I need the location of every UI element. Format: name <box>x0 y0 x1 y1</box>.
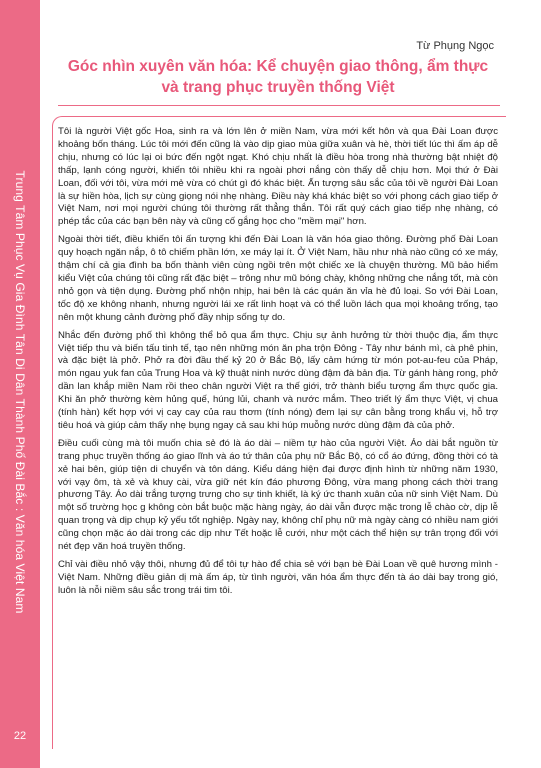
page-number: 22 <box>13 730 27 742</box>
sidebar <box>0 0 40 768</box>
paragraph-5: Chỉ vài điều nhỏ vậy thôi, nhưng đủ để tôi tự hào để chia sẻ với bạn bè Đài Loan về quê hương mình - Việt Nam. Những điều giản dị mà ấm áp, từ tình người, văn hóa ẩm thực đến tà áo dài bay trong gió, luôn là nỗi niềm sâu sắc trong trái tim tôi. <box>58 559 498 596</box>
paragraph-3: Nhắc đến đường phố thì không thể bỏ qua ẩm thực. Chịu sự ảnh hưởng từ thời thuộc địa, ẩm thực Việt tiếp thu và biến tấu tinh tế, tạo nên những món ăn pha trộn Đông - Tây như bánh mì, cà phê phin, và đặc biệt là phở. Phở ra đời đầu thế kỷ 20 ở Bắc Bộ, lấy cảm hứng từ món pot-au-feu của Pháp, món ngau yuk fan của Trung Hoa và kỹ thuật ninh nước dùng đậm đà bản địa. Từ gánh hàng rong, phở dần lan khắp miền Nam rồi theo chân người Việt ra thế giới, trở thành biểu tượng ẩm thực quốc gia. Khi ăn phở thường kèm hủng quế, húng lủi, chanh và nước mắm. Theo triết lý ẩm thực Việt, vị chua (tính hàn) kết hợp với vị cay cay của rau thơm (tính nóng) đem lại sự cân bằng trong khẩu vị, hỗ trợ tiêu hoá và giúp cảm thấy nhẹ bụng ngay cả sau khi húp muỗng nước dùng đậm đà của phở. <box>58 329 498 431</box>
running-title: Trung Tâm Phục Vụ Gia Đình Tân Di Dân Thành Phố Đài Bắc : Văn hóa Việt Nam <box>13 170 27 614</box>
title-divider <box>58 105 500 106</box>
paragraph-2: Ngoài thời tiết, điều khiến tôi ấn tượng khi đến Đài Loan là văn hóa giao thông. Đường phố Đài Loan quy hoạch ngăn nắp, ô tô chiếm phần lớn, xe máy lại ít. Ở Việt Nam, hầu như nhà nào cũng có xe máy, thậm chí cả gia đình ba bốn thành viên cùng ngồi trên một chiếc xe là chuyện thường. Mũ bảo hiểm kiểu Việt của chúng tôi cũng rất đặc biệt – trông như mũ bóng chày, không những che nắng tốt, mà còn nhỏ gọn và tiện dụng. Đường phố nhộn nhịp, hai bên là các quán ăn vỉa hè đủ loại. So với Đài Loan, tốc độ xe không nhanh, nhưng người lái xe rất linh hoạt và có thể luồn lách qua mọi khoảng trống, tạo nên một khung cảnh đường phố đầy nhịp sống tự do. <box>58 234 498 323</box>
author-name: Từ Phụng Ngọc <box>416 40 494 52</box>
paragraph-4: Điều cuối cùng mà tôi muốn chia sẻ đó là áo dài – niềm tự hào của người Việt. Áo dài bắt nguồn từ trang phục truyền thống áo giao lĩnh và áo tứ thân của phụ nữ Bắc Bộ, có cổ áo đứng, đồng thời có tà xẻ hai bên, giúp tiện di chuyển và tôn dáng. Kiểu dáng hiện đại được định hình từ những năm 1930, với vạy ôm, tà xẻ và khuy cài, vừa giữ nét kín đáo phương Đông, vừa mang phong cách thời trang phương Tây. Áo dài trắng tượng trưng cho sự tinh khiết, là ký ức thanh xuân của nữ sinh Việt Nam. Dù một số trường học g không còn bắt buộc mặc hàng ngày, áo dài vẫn được mặc trong lễ chào cờ, dịp lễ quan trọng và dịp chụp kỷ yếu tốt nghiệp. Ngày nay, không chỉ phụ nữ mà ngày càng có nhiều nam giới cũng chọn mặc áo dài trong các dịp như Tết hoặc lễ cưới, như một cách thể hiện sự trân trọng đối với nét đẹp văn hoá truyền thống. <box>58 437 498 553</box>
article-body <box>58 126 498 603</box>
article-title: Góc nhìn xuyên văn hóa: Kể chuyện giao thông, ẩm thực và trang phục truyền thống Việt <box>67 58 489 96</box>
paragraph-1: Tôi là người Việt gốc Hoa, sinh ra và lớn lên ở miền Nam, vừa mới kết hôn và qua Đài Loan được khoảng bốn tháng. Lúc tôi mới đến cũng là vào dịp giao mùa giữa xuân và hè, thời tiết lúc thì ấm áp dễ chịu, nhưng có lúc lại oi bức đến ngột ngạt. Khó chịu nhất là điều hòa trong nhà thường bật nhiệt độ thấp, lạnh cóng người, khiến tôi nhiều khi ra ngoài phơi nắng còn thấy dễ chịu hơn. Mọi thứ ở Đài Loan, đối với tôi, vừa mới mẻ vừa có chút gì đó khác biệt. Ấn tượng sâu sắc của tôi về người Đài Loan là sự hiền hòa, lịch sự cùng giọng nói nhẹ nhàng. Điều này khá khác biệt so với phong cách giao tiếp ở Việt Nam, nơi mọi người chúng tôi thường rất thẳng thắn. Tôi rất quý cách giao tiếp nhẹ nhàng, có phép tắc của các bạn bên này và cũng cố gắng học cho "mềm mại" hơn. <box>58 126 498 228</box>
